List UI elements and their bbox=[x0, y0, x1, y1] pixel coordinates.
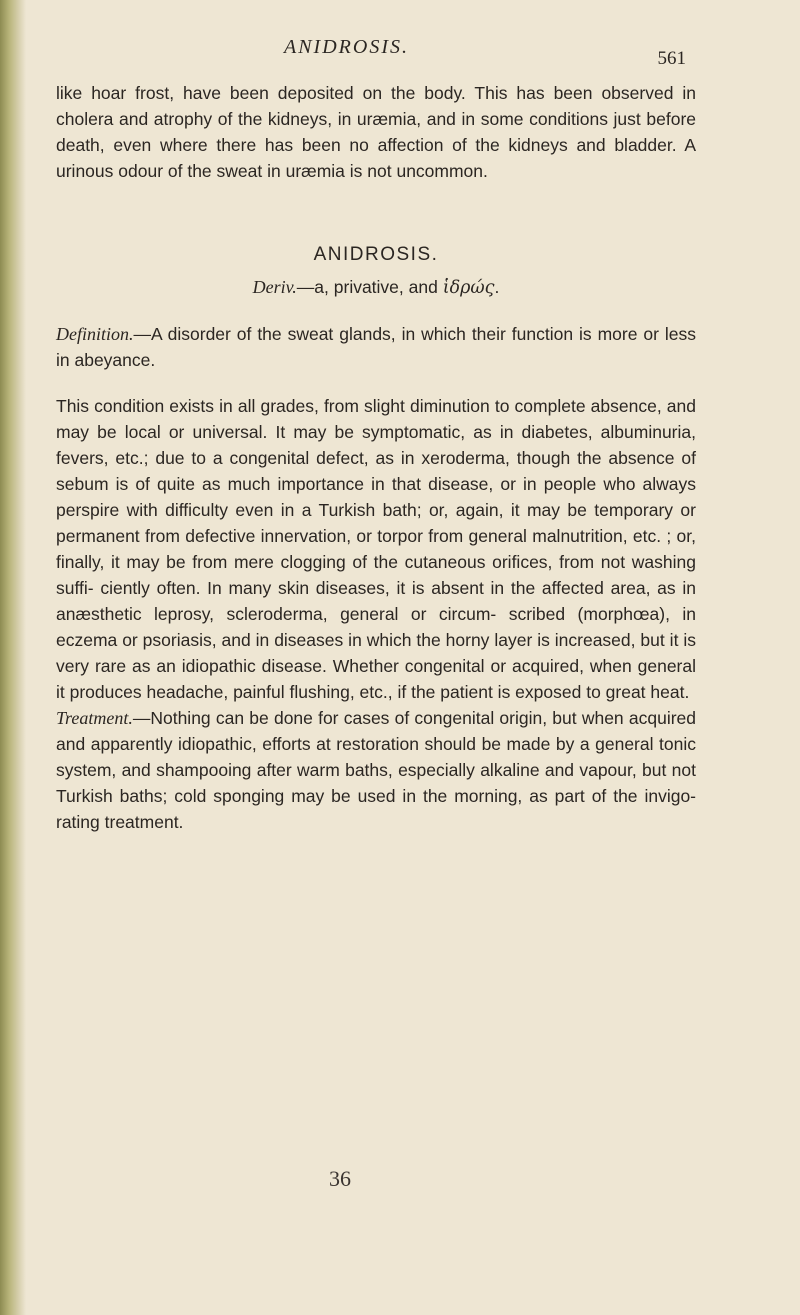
signature-mark: 36 bbox=[329, 1166, 351, 1191]
treatment-paragraph bbox=[56, 705, 696, 835]
derivation-greek: ἱδρώς bbox=[442, 278, 495, 298]
treatment-text: —Nothing can be done for cases of congenital origin, but when acquired and apparently idiopathic, efforts at restoration should be made by a general tonic system, and shampooing after warm baths, especially alkaline and vapour, but not Turkish baths; cold sponging may be used in the morning, as part of the invigo- rating treatment. bbox=[56, 708, 696, 832]
derivation-line bbox=[56, 274, 696, 301]
definition-text: —A disorder of the sweat glands, in which their function is more or less in abeyance. bbox=[56, 324, 696, 370]
definition-label: Definition. bbox=[56, 324, 134, 344]
intro-paragraph: like hoar frost, have been deposited on the body. This has been observed in cholera and atrophy of the kidneys, in uræmia, and in some conditions just before death, even where there has been no affection of the kidneys and bladder. A urinous odour of the sweat in uræmia is not uncommon. bbox=[56, 83, 696, 181]
derivation-label: Deriv. bbox=[252, 277, 297, 297]
page-number: 561 bbox=[657, 48, 686, 69]
main-paragraph: This condition exists in all grades, from slight diminution to complete absence, and may be local or universal. It may be symptomatic, as in diabetes, albuminuria, fevers, etc.; due to a congenital defect, as in xeroderma, though the absence of sebum is of quite as much importance in that disease, or in people who always perspire with difficulty even in a Turkish bath; or, again, it may be temporary or permanent from defective innervation, or torpor from general malnutrition, etc. ; or, finally, it may be from mere clogging of the cutaneous orifices, from not washing suffi- ciently often. In many skin diseases, it is absent in the affected area, as in anæsthetic leprosy, scleroderma, general or circum- scribed (morphœa), in eczema or psoriasis, and in diseases in which the horny layer is increased, but it is very rare as an idiopathic disease. Whether congenital or acquired, when general it produces headache, painful flushing, etc., if the patient is exposed to great heat. bbox=[56, 396, 696, 702]
derivation-text: —a, privative, and bbox=[296, 277, 443, 297]
running-head bbox=[56, 36, 696, 76]
treatment-label: Treatment. bbox=[56, 708, 133, 728]
binding-edge bbox=[0, 0, 26, 1315]
definition-paragraph bbox=[56, 321, 696, 373]
running-title: ANIDROSIS. bbox=[284, 36, 409, 58]
section-title: ANIDROSIS. bbox=[313, 244, 439, 265]
derivation-end: . bbox=[494, 277, 500, 297]
body-text bbox=[56, 80, 696, 835]
